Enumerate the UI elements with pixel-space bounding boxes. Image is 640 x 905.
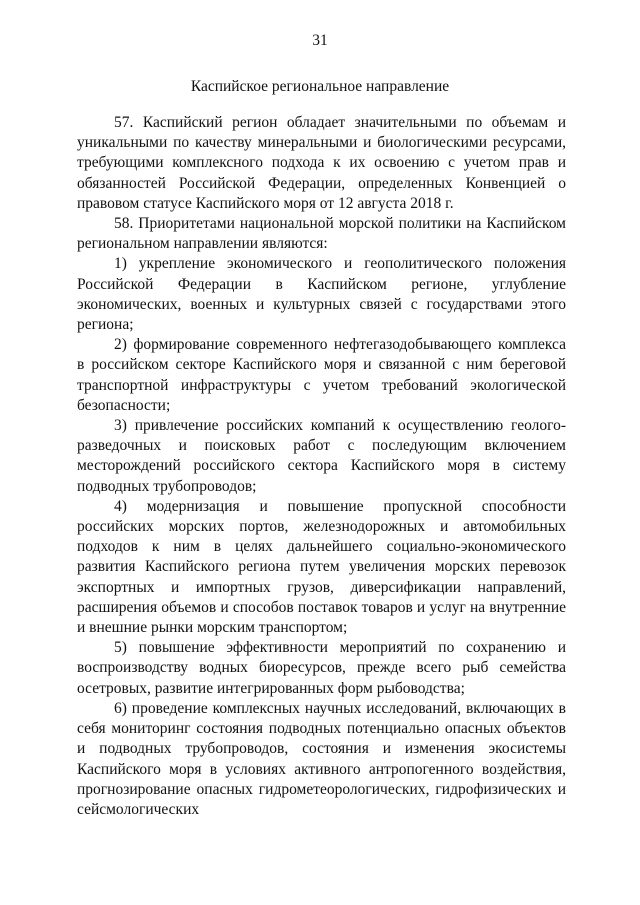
- document-body: [77, 113, 566, 820]
- paragraph-58: 58. Приоритетами национальной морской политики на Каспийском региональном направлении являются:: [77, 215, 566, 253]
- list-item-5: 5) повышение эффективности мероприятий по сохранению и воспроизводству водных биоресурсов, прежде всего рыб семейства осетровых, развитие интегрированных форм рыбоводства;: [77, 639, 566, 697]
- list-item-3: 3) привлечение российских компаний к осуществлению геолого-разведочных и поисковых работ с последующим включением месторождений российского сектора Каспийского моря в систему подводных трубопроводов;: [77, 417, 566, 495]
- section-title: Каспийское региональное направление: [190, 78, 450, 95]
- page-number: 31: [312, 32, 328, 49]
- list-item-2: 2) формирование современного нефтегазодобывающего комплекса в российском секторе Каспийского моря и связанной с ним береговой транспортной инфраструктуры с учетом требований экологической безопасности;: [77, 336, 566, 414]
- list-item-4: 4) модернизация и повышение пропускной способности российских морских портов, железнодорожных и автомобильных подходов к ним в целях дальнейшего социально-экономического развития Каспийского региона путем увеличения морских перевозок экспортных и импортных грузов, диверсификации направлений, расширения объемов и способов поставок товаров и услуг на внутренние и внешние рынки морским транспортом;: [77, 497, 566, 637]
- list-item-6: 6) проведение комплексных научных исследований, включающих в себя мониторинг состояния подводных потенциально опасных объектов и подводных трубопроводов, состояния и изменения экосистемы Каспийского моря в условиях активного антропогенного воздействия, прогнозирование опасных гидрометеорологических, гидрофизических и сейсмологических: [77, 699, 566, 818]
- paragraph-57: 57. Каспийский регион обладает значительными по объемам и уникальными по качеству минеральными и биологическими ресурсами, требующими комплексного подхода к их освоению с учетом прав и обязанностей Российской Федерации, определенных Конвенцией о правовом статусе Каспийского моря от 12 августа 2018 г.: [77, 114, 566, 212]
- list-item-1: 1) укрепление экономического и геополитического положения Российской Федерации в Каспийском регионе, углубление экономических, военных и культурных связей с государствами этого региона;: [77, 255, 566, 334]
